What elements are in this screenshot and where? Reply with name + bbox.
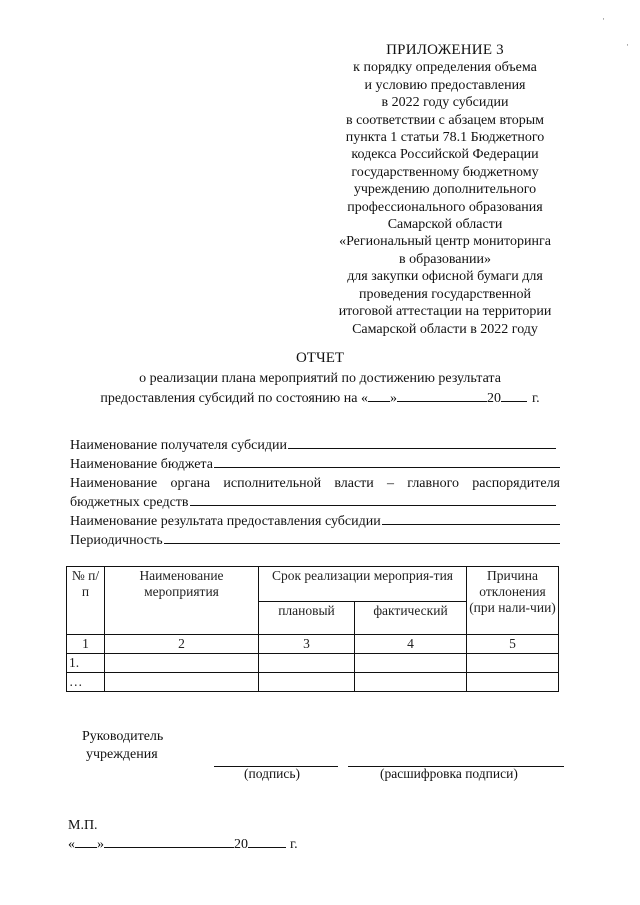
field-recipient [70, 436, 556, 455]
field-budget-label: Наименование бюджета [70, 457, 213, 472]
appendix-line: проведения государственной [358, 286, 532, 302]
field-result-label: Наименование результата предоставления субсидии [70, 514, 381, 529]
header-reason: Причина отклонения (при нали-чии) [467, 567, 559, 635]
field-recipient-blank[interactable] [288, 436, 556, 449]
field-authority-cont [70, 493, 556, 512]
appendix-line: к порядку определения объема [353, 60, 537, 76]
table-cell: 4 [355, 635, 467, 654]
signature-caption: (подпись) [244, 766, 301, 781]
appendix-block [300, 42, 590, 338]
table-cell: 1 [67, 635, 105, 654]
report-date-suffix: г. [531, 391, 540, 406]
table-cell[interactable] [105, 673, 259, 692]
field-periodicity [70, 531, 560, 550]
field-budget-blank[interactable] [214, 455, 560, 468]
field-authority-word: главного [407, 476, 460, 491]
report-year-blank[interactable] [501, 388, 527, 402]
field-authority-word: распорядителя [472, 476, 560, 491]
table-cell[interactable] [105, 654, 259, 673]
table-cell[interactable]: 1. [67, 654, 105, 673]
footer-date-open: « [68, 837, 75, 852]
table-cell[interactable] [259, 673, 355, 692]
field-periodicity-label: Периодичность [70, 533, 163, 548]
field-authority-label2: бюджетных средств [70, 495, 189, 510]
footer-day-blank[interactable] [75, 834, 97, 848]
appendix-line: государственному бюджетному [351, 164, 539, 180]
header-planned: плановый [259, 602, 355, 635]
field-authority-word: Наименование [70, 476, 158, 491]
table-cell: 2 [105, 635, 259, 654]
footer-month-blank[interactable] [104, 834, 234, 848]
footer-date-close: » [97, 837, 104, 852]
field-authority-word: – [387, 476, 395, 491]
report-day-blank[interactable] [368, 388, 390, 402]
table-cell[interactable] [355, 654, 467, 673]
table-cell[interactable] [259, 654, 355, 673]
report-table [66, 566, 559, 692]
info-fields [70, 436, 560, 550]
footer-year-blank[interactable] [248, 834, 286, 848]
appendix-line: профессионального образования [347, 199, 543, 215]
signature-role [82, 728, 163, 764]
appendix-line: в образовании» [398, 251, 491, 267]
header-actual: фактический [355, 602, 467, 635]
report-subtitle-line1: о реализации плана мероприятий по достижению результата [139, 371, 501, 386]
field-budget [70, 455, 560, 474]
field-authority-word: органа [170, 476, 211, 491]
signature-decode-caption: (расшифровка подписи) [380, 766, 518, 781]
report-title: ОТЧЕТ [295, 350, 345, 366]
footer-date [68, 834, 298, 853]
signature-role-line2: учреждения [86, 747, 158, 762]
table-cell[interactable]: … [67, 673, 105, 692]
appendix-line: «Региональный центр мониторинга [339, 234, 551, 250]
appendix-line: и условию предоставления [364, 77, 526, 93]
table-row-colnums [67, 635, 559, 654]
header-term: Срок реализации мероприя-тия [259, 567, 467, 602]
field-authority-blank[interactable] [190, 493, 556, 506]
appendix-line: итоговой аттестации на территории [338, 304, 552, 320]
field-result [70, 512, 560, 531]
table-cell[interactable] [355, 673, 467, 692]
scan-speck: · [602, 14, 605, 24]
report-month-blank[interactable] [397, 388, 487, 402]
footer-date-suffix: г. [290, 837, 298, 852]
report-date-mid: » [389, 391, 397, 406]
appendix-line: пункта 1 статьи 78.1 Бюджетного [345, 130, 545, 146]
table-cell: 5 [467, 635, 559, 654]
signature-role-line1: Руководитель [82, 729, 164, 744]
appendix-title: ПРИЛОЖЕНИЕ 3 [386, 42, 504, 58]
header-num: № п/п [67, 567, 105, 635]
scan-speck: · [626, 40, 629, 50]
report-subtitle-line2 [60, 388, 580, 408]
table-row [67, 654, 559, 673]
appendix-line: в соответствии с абзацем вторым [345, 112, 545, 128]
field-periodicity-blank[interactable] [164, 531, 560, 544]
table-cell[interactable] [467, 673, 559, 692]
report-year-prefix: 20 [486, 391, 501, 406]
appendix-line: Самарской области [387, 217, 503, 233]
report-subtitle [60, 370, 580, 408]
appendix-line: учреждению дополнительного [353, 182, 537, 198]
report-date-prefix: предоставления субсидий по состоянию на « [100, 391, 368, 406]
stamp-place-label: М.П. [68, 818, 98, 833]
table-row [67, 673, 559, 692]
footer-year-prefix: 20 [234, 837, 248, 852]
table-cell: 3 [259, 635, 355, 654]
appendix-line: кодекса Российской Федерации [351, 147, 539, 163]
field-authority-word: исполнительной [223, 476, 322, 491]
table-cell[interactable] [467, 654, 559, 673]
field-authority-word: власти [334, 476, 374, 491]
appendix-line: для закупки офисной бумаги для [347, 269, 543, 285]
header-name: Наименование мероприятия [105, 567, 259, 635]
field-result-blank[interactable] [382, 512, 560, 525]
appendix-line: Самарской области в 2022 году [352, 321, 538, 337]
appendix-line: в 2022 году субсидии [381, 95, 509, 111]
field-recipient-label: Наименование получателя субсидии [70, 438, 287, 453]
field-authority [70, 474, 560, 493]
